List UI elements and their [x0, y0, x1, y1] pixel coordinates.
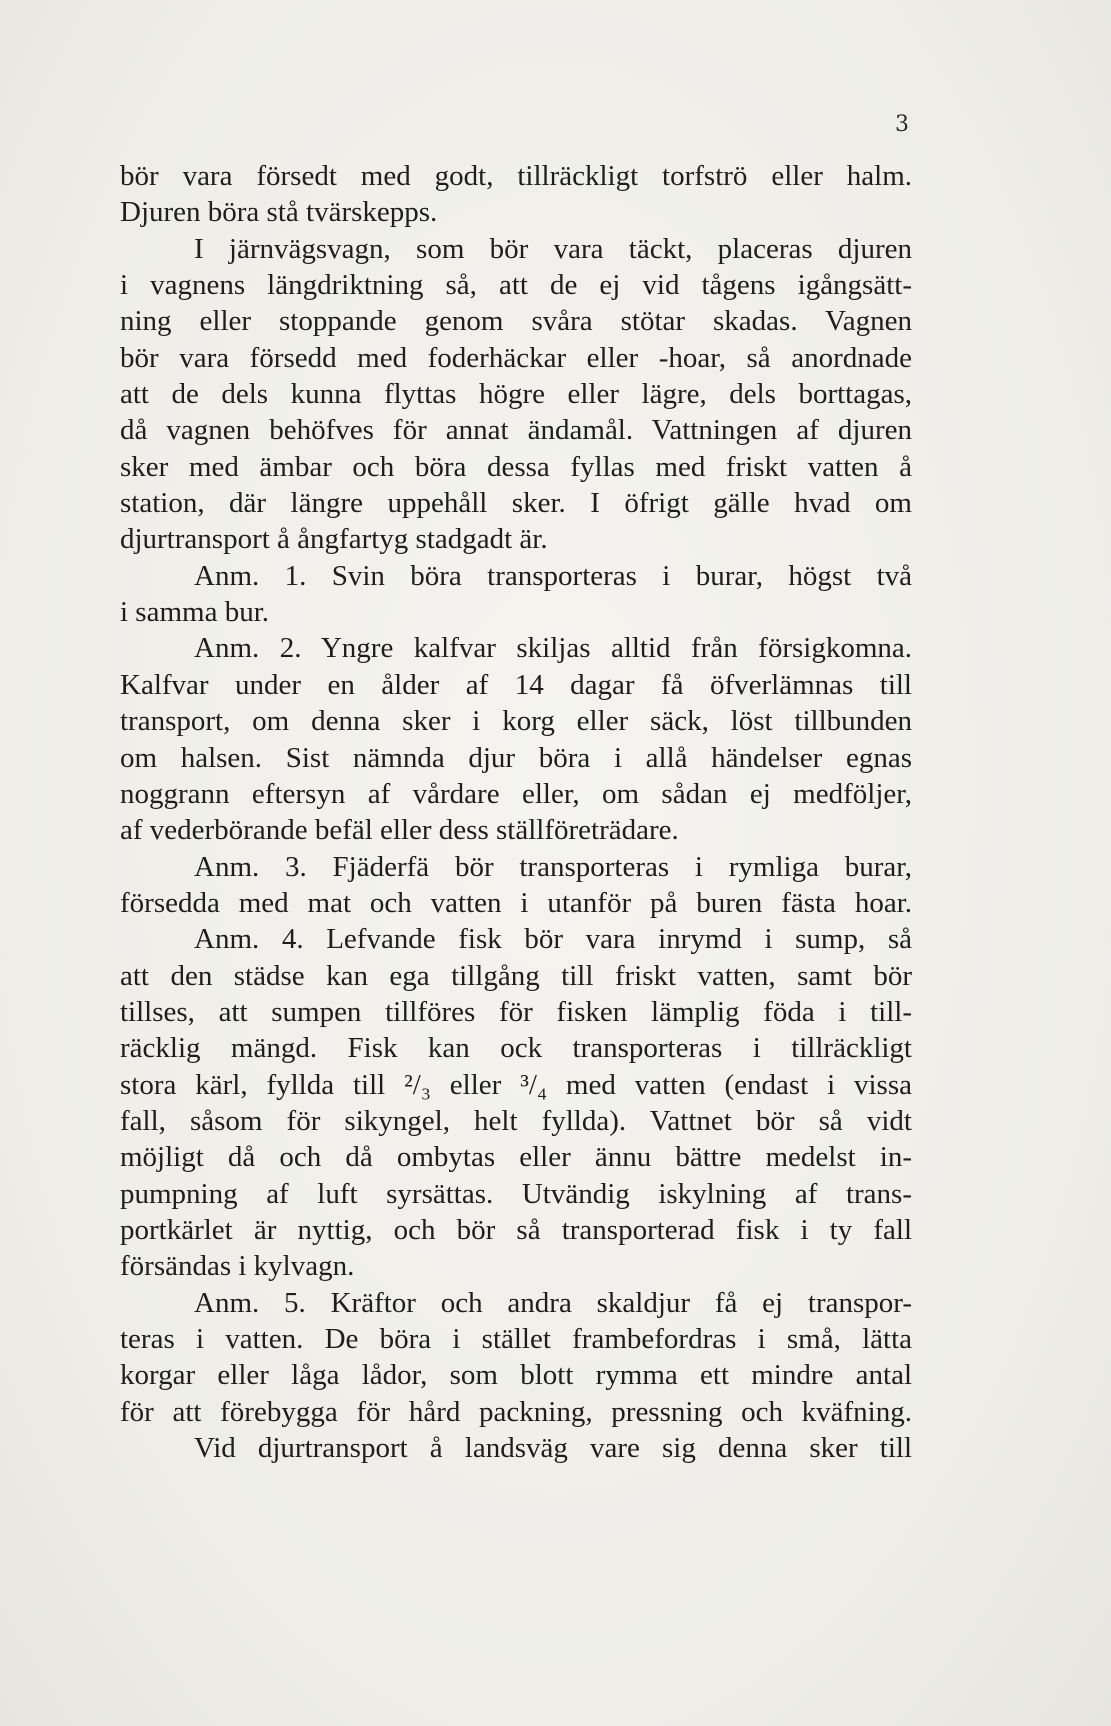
- text-line: Djuren böra stå tvärskepps.: [120, 196, 438, 229]
- text-line: att de dels kunna flyttas högre eller lägre, dels borttagas,: [120, 378, 912, 411]
- text-line: Vid djurtransport å landsväg vare sig denna sker till: [194, 1432, 912, 1465]
- text-line: räcklig mängd. Fisk kan ock transporteras i tillräckligt: [120, 1032, 912, 1065]
- text-line: möjligt då och då ombytas eller ännu bättre medelst in-: [120, 1141, 912, 1174]
- text-line: om halsen. Sist nämnda djur böra i allå händelser egnas: [120, 741, 912, 774]
- text-line: för att förebygga för hård packning, pressning och kväfning.: [120, 1395, 912, 1428]
- text-line: bör vara försedt med godt, tillräckligt torfströ eller halm.: [120, 160, 912, 192]
- text-line: korgar eller låga lådor, som blott rymma ett mindre antal: [120, 1359, 912, 1392]
- text-line: Kalfvar under en ålder af 14 dagar få öfverlämnas till: [120, 668, 912, 701]
- text-line: att den städse kan ega tillgång till friskt vatten, samt bör: [120, 959, 912, 992]
- text-line: stora kärl, fyllda till ²/₃ eller ³/₄ med vatten (endast i vissa: [120, 1068, 912, 1101]
- text-line: station, där längre uppehåll sker. I öfrigt gälle hvad om: [120, 487, 912, 520]
- text-line: Anm. 3. Fjäderfä bör transporteras i rymliga burar,: [194, 850, 912, 883]
- text-line: fall, såsom för sikyngel, helt fyllda). Vattnet bör så vidt: [120, 1104, 912, 1137]
- text-line: pumpning af luft syrsättas. Utvändig iskylning af trans-: [120, 1177, 912, 1210]
- text-line: ning eller stoppande genom svåra stötar skadas. Vagnen: [120, 305, 912, 338]
- text-line: Anm. 2. Yngre kalfvar skiljas alltid från försigkomna.: [194, 632, 912, 665]
- text-line: Anm. 1. Svin böra transporteras i burar, högst två: [194, 559, 912, 592]
- text-line: försändas i kylvagn.: [120, 1250, 355, 1283]
- text-line: transport, om denna sker i korg eller säck, löst tillbunden: [120, 705, 912, 738]
- text-line: i samma bur.: [120, 596, 270, 629]
- text-line: Anm. 5. Kräftor och andra skaldjur få ej transpor-: [194, 1286, 912, 1319]
- body-text: [120, 158, 912, 1466]
- page-number: 3: [895, 112, 909, 137]
- text-line: försedda med mat och vatten i utanför på buren fästa hoar.: [120, 886, 912, 919]
- text-line: bör vara försedd med foderhäckar eller -hoar, så anordnade: [120, 341, 912, 374]
- text-line: i vagnens längdriktning så, att de ej vid tågens igångsätt-: [120, 269, 912, 302]
- text-line: Anm. 4. Lefvande fisk bör vara inrymd i sump, så: [194, 923, 912, 956]
- text-line: noggrann eftersyn af vårdare eller, om sådan ej medföljer,: [120, 777, 912, 810]
- text-line: teras i vatten. De böra i stället frambefordras i små, lätta: [120, 1323, 912, 1355]
- text-line: sker med ämbar och böra dessa fyllas med friskt vatten å: [120, 450, 912, 483]
- text-line: då vagnen behöfves för annat ändamål. Vattningen af djuren: [120, 414, 912, 447]
- text-line: af vederbörande befäl eller dess ställföreträdare.: [120, 814, 679, 847]
- text-line: tillses, att sumpen tillföres för fisken lämplig föda i till-: [120, 995, 912, 1028]
- text-line: djurtransport å ångfartyg stadgadt är.: [120, 523, 548, 556]
- text-line: portkärlet är nyttig, och bör så transporterad fisk i ty fall: [120, 1213, 912, 1246]
- text-line: I järnvägsvagn, som bör vara täckt, placeras djuren: [194, 232, 912, 265]
